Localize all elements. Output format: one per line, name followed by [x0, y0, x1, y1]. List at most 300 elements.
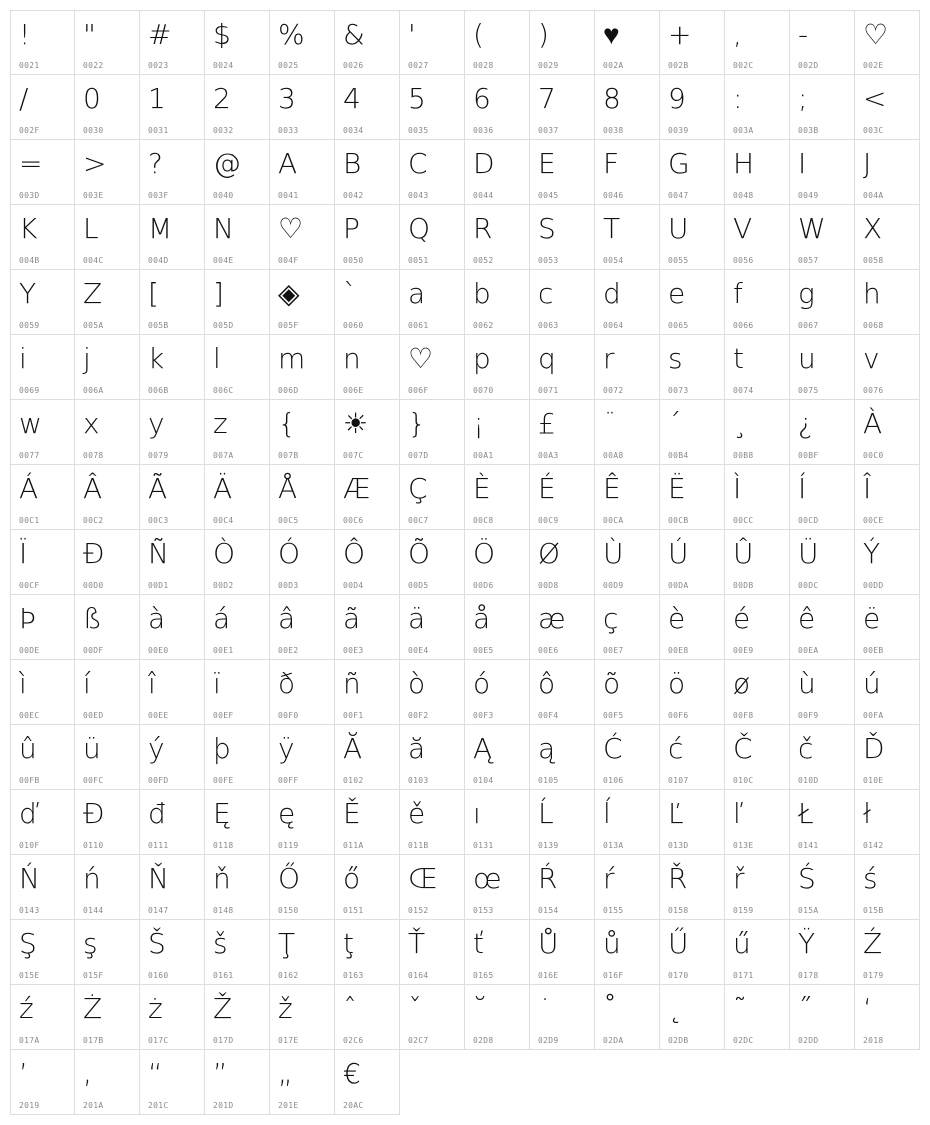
glyph-char: # [148, 18, 172, 51]
glyph-codepoint: 02C6 [343, 1036, 364, 1045]
glyph-char: ß [83, 602, 102, 635]
glyph-codepoint: 02C7 [408, 1036, 429, 1045]
glyph-codepoint: 02DC [733, 1036, 754, 1045]
glyph-char: % [278, 18, 305, 51]
glyph-char: 8 [603, 82, 621, 115]
glyph-char: Ť [408, 927, 426, 960]
glyph-codepoint: 00F3 [473, 711, 494, 720]
glyph-cell [205, 140, 270, 205]
glyph-codepoint: 00C5 [278, 516, 299, 525]
glyph-codepoint: 0033 [278, 126, 299, 135]
glyph-cell [400, 270, 465, 335]
glyph-cell [205, 1050, 270, 1115]
glyph-cell [205, 855, 270, 920]
glyph-cell [335, 335, 400, 400]
glyph-char: v [863, 342, 880, 375]
glyph-codepoint: 00F4 [538, 711, 559, 720]
glyph-cell [725, 140, 790, 205]
glyph-char: T [603, 212, 621, 245]
glyph-codepoint: 0053 [538, 256, 559, 265]
glyph-codepoint: 00C8 [473, 516, 494, 525]
glyph-char: Ÿ [798, 927, 816, 960]
glyph-char: / [19, 82, 29, 115]
glyph-char: ˝ [798, 992, 812, 1025]
glyph-char: Ý [863, 537, 881, 570]
glyph-codepoint: 004C [83, 256, 104, 265]
glyph-cell [400, 920, 465, 985]
glyph-cell [335, 75, 400, 140]
glyph-char: ő [343, 862, 361, 895]
glyph-codepoint: 0040 [213, 191, 234, 200]
glyph-cell [400, 465, 465, 530]
glyph-char: = [19, 147, 43, 180]
glyph-cell [465, 660, 530, 725]
glyph-codepoint: 00FF [278, 776, 299, 785]
glyph-char: ˙ [538, 992, 552, 1025]
glyph-cell [660, 530, 725, 595]
glyph-cell [660, 595, 725, 660]
glyph-codepoint: 02DB [668, 1036, 689, 1045]
glyph-cell [660, 660, 725, 725]
glyph-codepoint: 0118 [213, 841, 234, 850]
glyph-cell [790, 75, 855, 140]
glyph-cell [400, 660, 465, 725]
glyph-char: æ [538, 602, 566, 635]
glyph-cell [75, 725, 140, 790]
glyph-char: @ [213, 147, 241, 180]
glyph-cell [530, 920, 595, 985]
glyph-cell [335, 790, 400, 855]
glyph-char: ) [538, 18, 549, 51]
glyph-cell [855, 595, 920, 660]
glyph-codepoint: 002E [863, 61, 884, 70]
glyph-cell [465, 725, 530, 790]
glyph-char: k [148, 342, 165, 375]
glyph-codepoint: 201D [213, 1101, 234, 1110]
glyph-cell [140, 75, 205, 140]
glyph-cell [140, 725, 205, 790]
glyph-codepoint: 011A [343, 841, 364, 850]
glyph-cell [400, 335, 465, 400]
glyph-codepoint: 006A [83, 386, 104, 395]
glyph-codepoint: 00ED [83, 711, 104, 720]
glyph-char: ˘ [473, 992, 487, 1025]
glyph-char: Ã [148, 472, 168, 505]
glyph-cell [660, 400, 725, 465]
glyph-cell [725, 595, 790, 660]
glyph-char: € [343, 1057, 361, 1090]
glyph-codepoint: 015B [863, 906, 884, 915]
glyph-codepoint: 0055 [668, 256, 689, 265]
glyph-codepoint: 0036 [473, 126, 494, 135]
glyph-char: 6 [473, 82, 491, 115]
glyph-codepoint: 0060 [343, 321, 364, 330]
glyph-cell [205, 335, 270, 400]
glyph-cell [790, 465, 855, 530]
glyph-codepoint: 0143 [19, 906, 40, 915]
glyph-codepoint: 0067 [798, 321, 819, 330]
glyph-cell [270, 595, 335, 660]
glyph-codepoint: 02D9 [538, 1036, 559, 1045]
glyph-cell [465, 140, 530, 205]
glyph-codepoint: 010E [863, 776, 884, 785]
glyph-cell [465, 270, 530, 335]
glyph-char: Ú [668, 537, 689, 570]
glyph-codepoint: 00D8 [538, 581, 559, 590]
glyph-codepoint: 0165 [473, 971, 494, 980]
glyph-cell [530, 75, 595, 140]
glyph-codepoint: 00D2 [213, 581, 234, 590]
glyph-cell [75, 335, 140, 400]
glyph-char: ń [83, 862, 101, 895]
glyph-cell [855, 205, 920, 270]
glyph-cell [595, 920, 660, 985]
glyph-cell [75, 400, 140, 465]
glyph-char: j [83, 342, 91, 375]
glyph-codepoint: 0038 [603, 126, 624, 135]
glyph-cell [270, 1050, 335, 1115]
glyph-codepoint: 00EC [19, 711, 40, 720]
glyph-char: b [473, 277, 491, 310]
glyph-codepoint: 00A8 [603, 451, 624, 460]
glyph-codepoint: 0103 [408, 776, 429, 785]
glyph-cell [400, 10, 465, 75]
glyph-cell [595, 75, 660, 140]
glyph-cell [400, 140, 465, 205]
glyph-cell [660, 140, 725, 205]
glyph-char: Ż [83, 992, 103, 1025]
glyph-codepoint: 00EE [148, 711, 169, 720]
glyph-codepoint: 00F9 [798, 711, 819, 720]
glyph-cell [855, 660, 920, 725]
glyph-codepoint: 00DD [863, 581, 884, 590]
glyph-cell [270, 465, 335, 530]
glyph-char: ą [538, 732, 556, 765]
glyph-char: V [733, 212, 753, 245]
glyph-cell [725, 270, 790, 335]
glyph-char: Ă [343, 732, 363, 765]
glyph-codepoint: 015E [19, 971, 40, 980]
glyph-char: L [83, 212, 99, 245]
glyph-char: Ş [19, 927, 37, 960]
glyph-char: 9 [668, 82, 686, 115]
glyph-codepoint: 0066 [733, 321, 754, 330]
glyph-char: , [733, 18, 742, 51]
glyph-char: ♡ [408, 342, 434, 375]
glyph-codepoint: 0171 [733, 971, 754, 980]
glyph-codepoint: 0147 [148, 906, 169, 915]
glyph-char: < [863, 82, 887, 115]
glyph-codepoint: 00F1 [343, 711, 364, 720]
glyph-char: ð [278, 667, 296, 700]
glyph-char: ĺ [603, 797, 611, 830]
glyph-codepoint: 00D5 [408, 581, 429, 590]
glyph-cell [855, 985, 920, 1050]
glyph-cell [140, 10, 205, 75]
glyph-codepoint: 0077 [19, 451, 40, 460]
glyph-codepoint: 00FA [863, 711, 884, 720]
glyph-codepoint: 0042 [343, 191, 364, 200]
glyph-char: Ő [278, 862, 301, 895]
glyph-char: s [668, 342, 683, 375]
glyph-char: 3 [278, 82, 296, 115]
glyph-codepoint: 0079 [148, 451, 169, 460]
glyph-char: ( [473, 18, 484, 51]
glyph-cell [595, 595, 660, 660]
glyph-codepoint: 010F [19, 841, 40, 850]
glyph-char: 4 [343, 82, 361, 115]
glyph-codepoint: 00E5 [473, 646, 494, 655]
glyph-cell [140, 790, 205, 855]
glyph-codepoint: 0032 [213, 126, 234, 135]
glyph-char: Ą [473, 732, 493, 765]
glyph-char: Œ [408, 862, 438, 895]
glyph-char: d [603, 277, 621, 310]
glyph-codepoint: 006B [148, 386, 169, 395]
glyph-cell [205, 75, 270, 140]
glyph-codepoint: 00C0 [863, 451, 884, 460]
glyph-cell [725, 75, 790, 140]
glyph-char: Æ [343, 472, 371, 505]
glyph-codepoint: 007C [343, 451, 364, 460]
glyph-cell [10, 140, 75, 205]
glyph-codepoint: 0106 [603, 776, 624, 785]
glyph-cell [10, 75, 75, 140]
glyph-cell [205, 205, 270, 270]
glyph-cell [660, 985, 725, 1050]
glyph-cell [725, 335, 790, 400]
glyph-codepoint: 201A [83, 1101, 104, 1110]
glyph-char: ♡ [863, 18, 889, 51]
glyph-cell [465, 10, 530, 75]
glyph-codepoint: 0051 [408, 256, 429, 265]
glyph-char: đ [148, 797, 166, 830]
glyph-char: ò [408, 667, 426, 700]
glyph-cell [75, 855, 140, 920]
glyph-char: ÿ [278, 732, 295, 765]
glyph-cell [140, 855, 205, 920]
glyph-codepoint: 00E6 [538, 646, 559, 655]
glyph-char: N [213, 212, 234, 245]
glyph-cell [530, 790, 595, 855]
glyph-char: “ [148, 1057, 163, 1090]
glyph-codepoint: 0162 [278, 971, 299, 980]
glyph-codepoint: 00C7 [408, 516, 429, 525]
glyph-cell [335, 595, 400, 660]
glyph-codepoint: 00CF [19, 581, 40, 590]
glyph-char: - [798, 18, 809, 51]
glyph-char: ď [19, 797, 37, 830]
glyph-codepoint: 004D [148, 256, 169, 265]
glyph-codepoint: 00F0 [278, 711, 299, 720]
glyph-codepoint: 0161 [213, 971, 234, 980]
glyph-char: c [538, 277, 554, 310]
glyph-codepoint: 0065 [668, 321, 689, 330]
glyph-cell [725, 725, 790, 790]
glyph-cell [400, 855, 465, 920]
glyph-codepoint: 017D [213, 1036, 234, 1045]
glyph-codepoint: 0057 [798, 256, 819, 265]
glyph-codepoint: 002B [668, 61, 689, 70]
glyph-codepoint: 0026 [343, 61, 364, 70]
glyph-char: R [473, 212, 493, 245]
glyph-cell [595, 10, 660, 75]
glyph-codepoint: 0160 [148, 971, 169, 980]
glyph-cell [790, 270, 855, 335]
glyph-codepoint: 0111 [148, 841, 169, 850]
glyph-codepoint: 00FB [19, 776, 40, 785]
glyph-codepoint: 0068 [863, 321, 884, 330]
glyph-cell [530, 595, 595, 660]
glyph-codepoint: 0150 [278, 906, 299, 915]
glyph-codepoint: 0058 [863, 256, 884, 265]
glyph-cell [335, 725, 400, 790]
glyph-cell [270, 530, 335, 595]
glyph-char: ˛ [668, 992, 682, 1025]
glyph-char: P [343, 212, 360, 245]
glyph-codepoint: 0148 [213, 906, 234, 915]
glyph-cell [595, 400, 660, 465]
glyph-codepoint: 0035 [408, 126, 429, 135]
glyph-cell [10, 205, 75, 270]
glyph-char: ô [538, 667, 556, 700]
glyph-cell [75, 920, 140, 985]
glyph-cell [660, 465, 725, 530]
glyph-codepoint: 02DD [798, 1036, 819, 1045]
glyph-char: q [538, 342, 556, 375]
glyph-cell [855, 855, 920, 920]
glyph-char: ¨ [603, 407, 617, 440]
glyph-cell [855, 335, 920, 400]
glyph-char: ˆ [343, 992, 357, 1025]
glyph-char: X [863, 212, 883, 245]
glyph-cell [595, 985, 660, 1050]
glyph-codepoint: 0110 [83, 841, 104, 850]
glyph-char: Ź [863, 927, 883, 960]
glyph-char: r [603, 342, 615, 375]
glyph-cell [465, 335, 530, 400]
glyph-char: Ä [213, 472, 233, 505]
glyph-char: þ [213, 732, 231, 765]
glyph-cell [205, 985, 270, 1050]
glyph-char: å [473, 602, 491, 635]
glyph-cell [270, 660, 335, 725]
glyph-cell [75, 660, 140, 725]
glyph-char: č [798, 732, 814, 765]
glyph-cell [10, 400, 75, 465]
glyph-char: È [473, 472, 491, 505]
glyph-char: ˚ [603, 992, 617, 1025]
glyph-codepoint: 20AC [343, 1101, 364, 1110]
glyph-char: À [863, 407, 883, 440]
glyph-codepoint: 00CB [668, 516, 689, 525]
glyph-char: ü [83, 732, 101, 765]
glyph-codepoint: 00E2 [278, 646, 299, 655]
glyph-codepoint: 0025 [278, 61, 299, 70]
glyph-char: Š [148, 927, 166, 960]
glyph-cell [75, 465, 140, 530]
glyph-codepoint: 00BF [798, 451, 819, 460]
glyph-cell [530, 270, 595, 335]
glyph-codepoint: 00F8 [733, 711, 754, 720]
glyph-codepoint: 005F [278, 321, 299, 330]
glyph-cell [270, 985, 335, 1050]
glyph-char: ů [603, 927, 621, 960]
glyph-codepoint: 002A [603, 61, 624, 70]
glyph-char: ř [733, 862, 745, 895]
glyph-codepoint: 00CE [863, 516, 884, 525]
glyph-char: ś [863, 862, 878, 895]
glyph-char: Ö [473, 537, 496, 570]
glyph-cell [140, 335, 205, 400]
glyph-codepoint: 00F5 [603, 711, 624, 720]
glyph-codepoint: 0076 [863, 386, 884, 395]
glyph-char: ù [798, 667, 816, 700]
glyph-codepoint: 00FE [213, 776, 234, 785]
glyph-codepoint: 015F [83, 971, 104, 980]
glyph-codepoint: 00FD [148, 776, 169, 785]
glyph-codepoint: 004B [19, 256, 40, 265]
glyph-char: B [343, 147, 362, 180]
glyph-codepoint: 013A [603, 841, 624, 850]
glyph-char: ż [148, 992, 163, 1025]
glyph-cell [660, 725, 725, 790]
glyph-codepoint: 00D1 [148, 581, 169, 590]
glyph-codepoint: 005D [213, 321, 234, 330]
glyph-char: Ů [538, 927, 559, 960]
glyph-cell [530, 140, 595, 205]
glyph-cell [790, 855, 855, 920]
glyph-codepoint: 004A [863, 191, 884, 200]
glyph-char: ú [863, 667, 881, 700]
glyph-codepoint: 0178 [798, 971, 819, 980]
glyph-char: F [603, 147, 620, 180]
glyph-char: ¸ [733, 407, 747, 440]
glyph-codepoint: 0142 [863, 841, 884, 850]
glyph-char: à [148, 602, 166, 635]
glyph-codepoint: 00E0 [148, 646, 169, 655]
glyph-char: ç [603, 602, 619, 635]
glyph-codepoint: 201E [278, 1101, 299, 1110]
glyph-codepoint: 0059 [19, 321, 40, 330]
glyph-codepoint: 007D [408, 451, 429, 460]
glyph-codepoint: 007A [213, 451, 234, 460]
glyph-codepoint: 0152 [408, 906, 429, 915]
glyph-char: 5 [408, 82, 426, 115]
glyph-char: ě [408, 797, 426, 830]
glyph-char: £ [538, 407, 556, 440]
glyph-codepoint: 003E [83, 191, 104, 200]
glyph-cell [140, 660, 205, 725]
glyph-cell [140, 400, 205, 465]
glyph-cell [270, 400, 335, 465]
glyph-cell [725, 400, 790, 465]
glyph-char: Û [733, 537, 754, 570]
glyph-char: ˇ [408, 992, 422, 1025]
glyph-char: D [473, 147, 495, 180]
glyph-codepoint: 016E [538, 971, 559, 980]
glyph-char: Ď [863, 732, 885, 765]
glyph-cell [790, 920, 855, 985]
glyph-codepoint: 0034 [343, 126, 364, 135]
glyph-char: ‚ [83, 1057, 92, 1090]
glyph-codepoint: 0164 [408, 971, 429, 980]
glyph-cell [205, 920, 270, 985]
glyph-codepoint: 0155 [603, 906, 624, 915]
glyph-cell [790, 335, 855, 400]
glyph-char: g [798, 277, 815, 310]
glyph-codepoint: 0102 [343, 776, 364, 785]
